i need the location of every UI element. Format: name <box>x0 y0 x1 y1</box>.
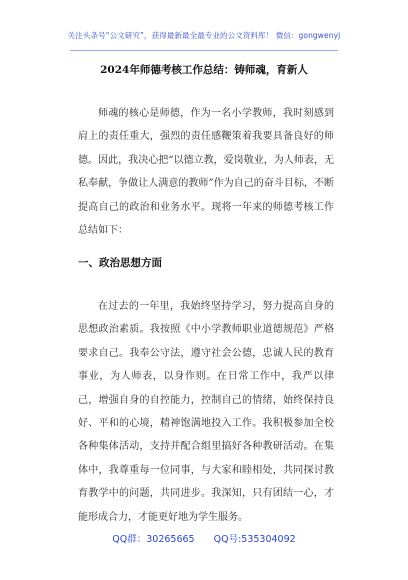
political-paragraph: 在过去的一年里，我始终坚持学习，努力提高自身的思想政治素质。我按照《中小学教师职业道德规范》严格要求自己。我奉公守法，遵守社会公德，忠诚人民的教育事业，为人师表，以身作则。在日常工作中，我严以律己，增强自身的自控能力，控制自己的情绪，始终保持良好、平和的心境，精神饱满地投入工作。我积极参加全校各种集体活动，支持并配合组里搞好各种教研活动。在集体中，我尊重每一位同事，与大家和睦相处，共同探讨教育教学中的问题，共同进步。我深知，只有团结一心，才能形成合力，才能更好地为学生服务。 <box>78 301 334 523</box>
footer-contact <box>0 531 408 545</box>
intro-paragraph: 师魂的核心是师德，作为一名小学教师，我时刻感到肩上的责任重大，强烈的责任感鞭策着我要具备良好的师德。因此，我决心把“以德立教，爱岗敬业，为人师表，无私奉献，争做让人满意的教师”作为自己的奋斗目标，不断提高自己的政治和业务水平。现将一年来的师德考核工作总结如下： <box>78 108 334 237</box>
header-banner: 关注头条号“公文研究”，获得最新最全最专业的公文资料库！ 微信：gongwenyj <box>67 31 341 40</box>
footer-qq-group: QQ群：30265665 <box>112 534 195 545</box>
section-heading-political: 一、政治思想方面 <box>78 257 162 269</box>
document-title: 2024年师德考核工作总结：铸师魂，育新人 <box>100 64 308 76</box>
header-divider <box>70 50 338 51</box>
footer-qq-number: QQ号:535304092 <box>213 534 296 545</box>
